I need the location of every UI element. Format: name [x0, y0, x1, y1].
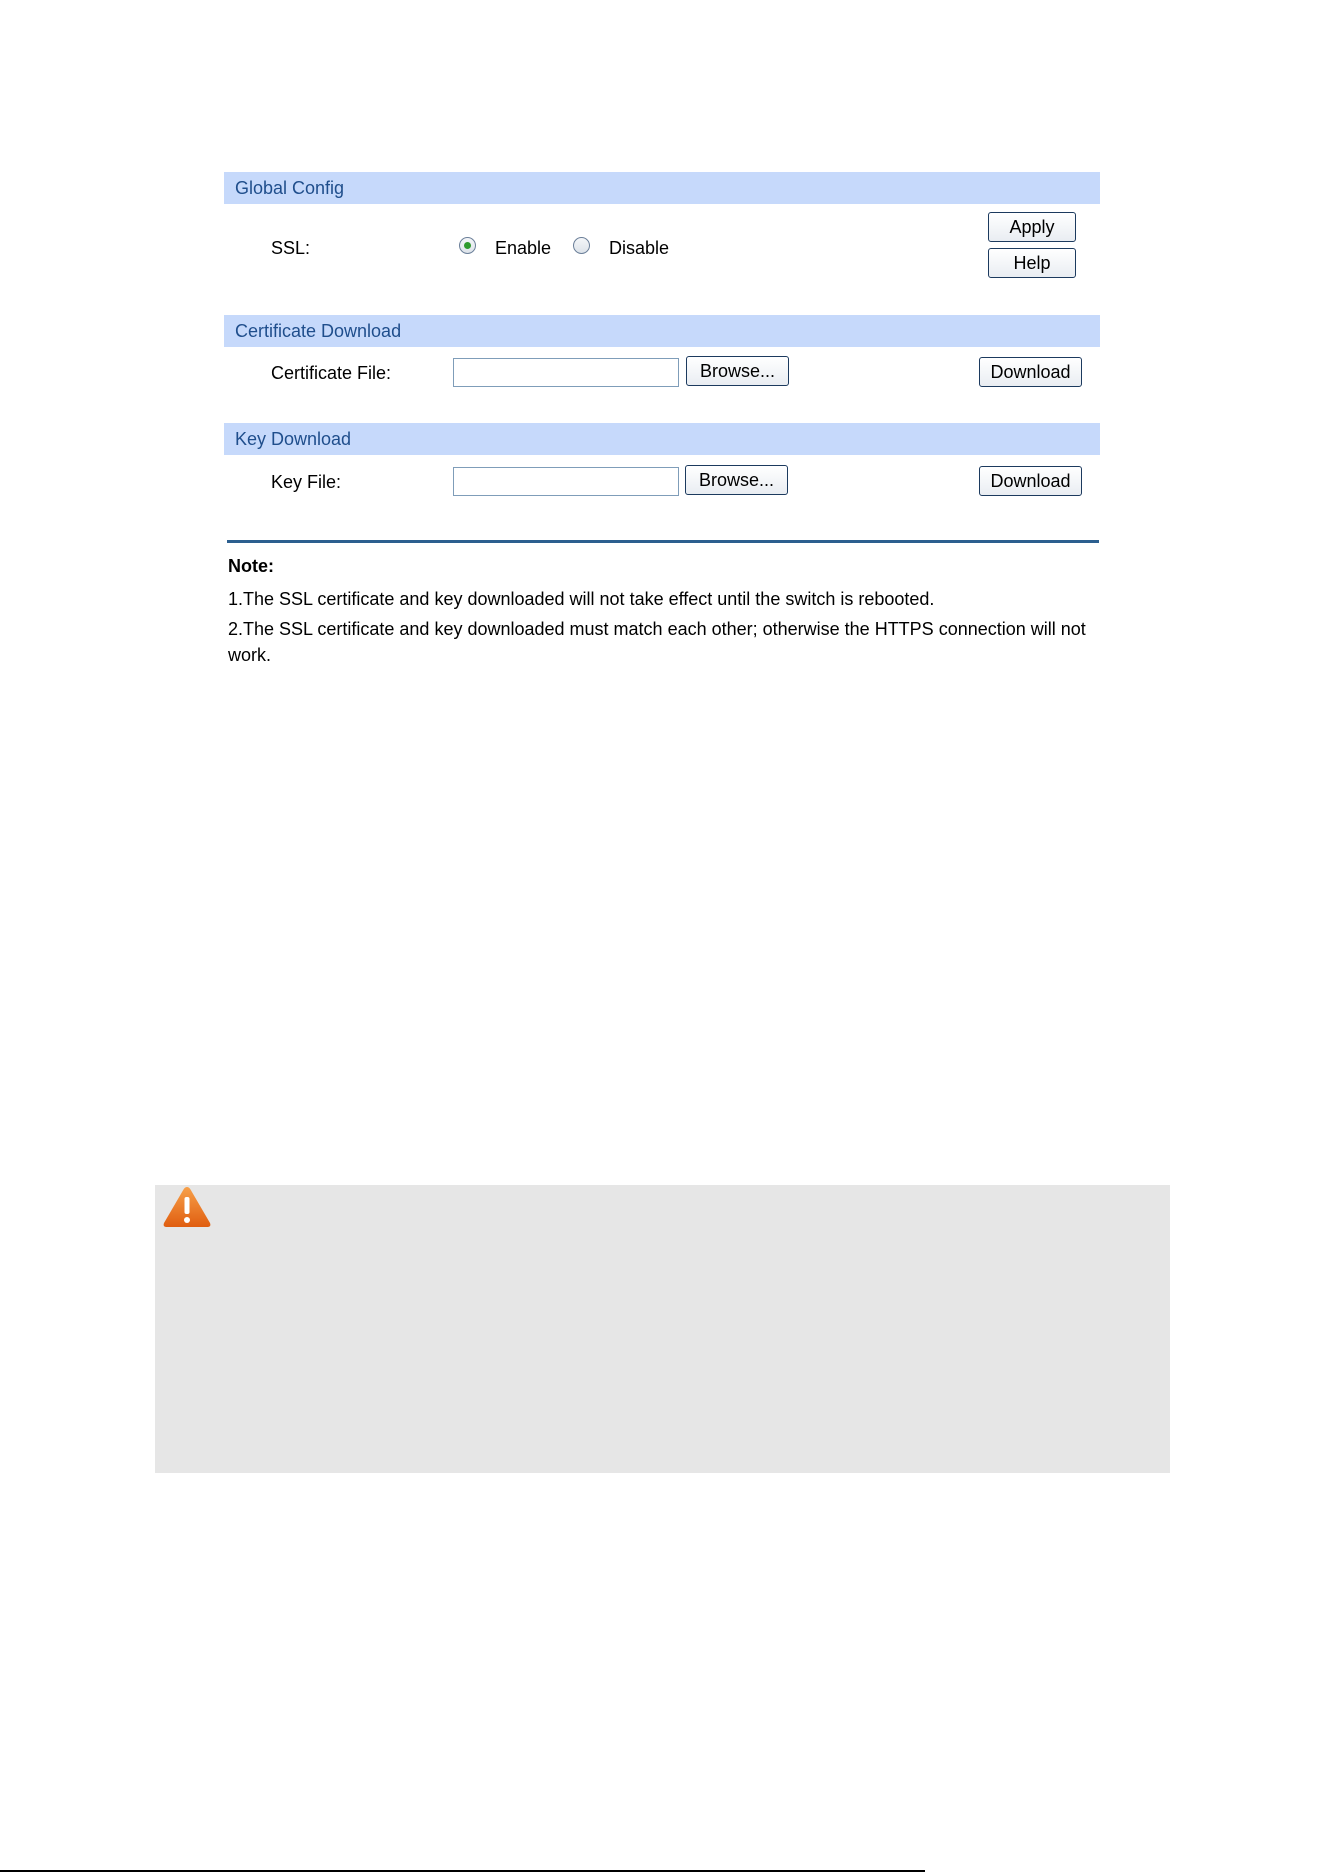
note-line-1: 1.The SSL certificate and key downloaded will not take effect until the switch is rebooted. — [228, 589, 935, 609]
apply-button[interactable]: Apply — [988, 212, 1076, 242]
warning-icon — [161, 1185, 213, 1229]
certificate-download-button[interactable]: Download — [979, 357, 1082, 387]
key-file-input[interactable] — [453, 467, 679, 496]
ssl-enable-radio[interactable] — [459, 237, 476, 254]
ssl-disable-label[interactable]: Disable — [609, 238, 670, 258]
ssl-disable-radio[interactable] — [573, 237, 590, 254]
note-title: Note: — [228, 556, 274, 576]
note-line-2: 2.The SSL certificate and key downloaded must match each other; otherwise the HTTPS connection will not work. — [228, 619, 1086, 665]
page-footer-rule — [0, 1870, 925, 1872]
section-header-global-config: Global Config — [224, 172, 1100, 204]
ssl-enable-label[interactable]: Enable — [495, 238, 552, 258]
help-button[interactable]: Help — [988, 248, 1076, 278]
certificate-browse-button[interactable]: Browse... — [686, 356, 789, 386]
section-header-key-download: Key Download — [224, 423, 1100, 455]
certificate-file-label: Certificate File: — [271, 363, 392, 383]
key-download-button[interactable]: Download — [979, 466, 1082, 496]
certificate-file-input[interactable] — [453, 358, 679, 387]
ssl-label: SSL: — [271, 238, 311, 258]
key-file-label: Key File: — [271, 472, 342, 492]
section-header-certificate-download: Certificate Download — [224, 315, 1100, 347]
key-browse-button[interactable]: Browse... — [685, 465, 788, 495]
note-divider — [227, 540, 1099, 543]
warning-box — [155, 1185, 1170, 1473]
